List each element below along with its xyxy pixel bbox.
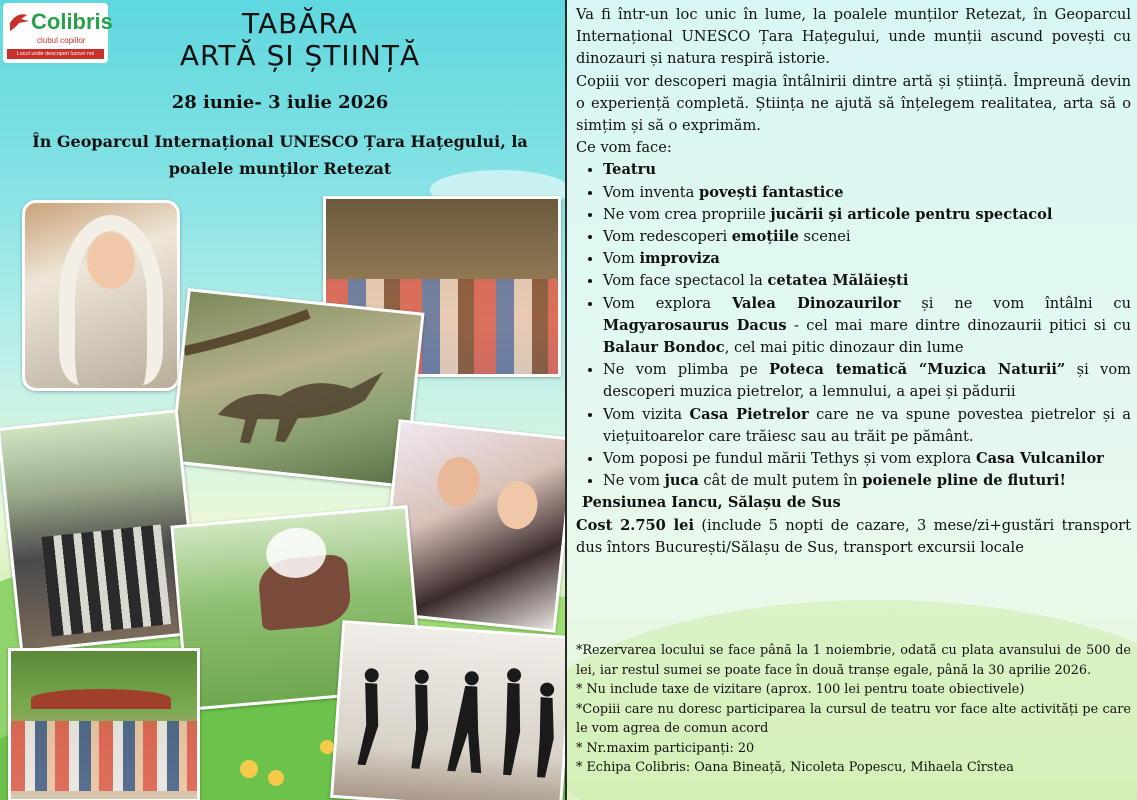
cost-label: Cost 2.750 lei [576, 516, 694, 534]
activity-highlight: jucării și articole pentru spectacol [770, 205, 1053, 223]
logo-name: Colibris [31, 9, 113, 34]
camp-dates: 28 iunie- 3 iulie 2026 [171, 92, 389, 113]
right-text-panel [567, 0, 1137, 800]
activity-highlight: povești fantastice [699, 183, 844, 201]
activity-highlight: cetatea Mălăiești [767, 272, 909, 290]
note-reservation: *Rezervarea locului se face până la 1 noiembrie, odată cu plata avansului de 500 de lei, iar restul sumei se poate face în două tranșe egale, până la 30 aprilie 2026. [576, 643, 1131, 678]
flower-1 [240, 760, 258, 778]
activity-text: Ne vom [603, 472, 665, 490]
dinosaur-illustration [173, 291, 421, 484]
logo-subtitle: clubul copiilor [37, 36, 86, 45]
flower-3 [320, 740, 334, 754]
accommodation-name: Pensiunea Iancu, Sălașu de Sus [582, 494, 841, 512]
title-line-1: TABĂRA [242, 7, 358, 40]
activity-highlight: Casa Vulcanilor [976, 450, 1104, 468]
group-people [11, 721, 197, 791]
activity-text: care ne va spune povestea pietrelor și a viețuitoarelor care trăiesc sau au trăit pe pământ. [603, 405, 1131, 445]
girl-face-3 [495, 479, 540, 531]
activity-highlight: Casa Pietrelor [689, 405, 809, 423]
photo-dancers [330, 620, 565, 800]
logo-tagline: Locul unde descoperi lucruri noi [7, 49, 104, 59]
activity-highlight: poienele pline de fluturi! [862, 472, 1066, 490]
activity-text: și ne vom întâlni cu [900, 294, 1131, 312]
activity-highlight: Poteca tematică “Muzica Naturii” [769, 361, 1066, 379]
note-activities: *Copiii care nu doresc participarea la cursul de teatru vor face alte activități pe care le vom agrea de comun acord [576, 701, 1131, 736]
intro-paragraph-1: Va fi într-un loc unic în lume, la poalele munților Retezat, în Geoparcul Internațional UNESCO Țara Hațegului, unde munții ascund povești cu dinozauri și natura respiră istorie. [576, 6, 1131, 68]
list-item [603, 359, 1131, 403]
activity-text: Vom inventa [603, 183, 700, 201]
activity-highlight: Valea Dinozaurilor [732, 294, 901, 312]
list-item [603, 226, 1131, 248]
list-item [603, 248, 1131, 270]
title-line-2: ARTĂ ȘI ȘTIINȚĂ [179, 39, 421, 72]
intro-paragraph-3: Ce vom face: [576, 139, 672, 157]
activity-highlight: Teatru [603, 161, 656, 179]
activity-text: Vom explora [603, 294, 733, 312]
intro-paragraph-2: Copiii vor descoperi magia întâlnirii dintre artă și știință. Împreună devin o experiență completă. Știința ne ajută să înțelegem realitatea, arta să o simțim și să o exprimăm. [576, 72, 1131, 135]
cost-line [576, 515, 1131, 559]
activity-highlight: Balaur Bondoc [603, 339, 725, 357]
note-fees: * Nu include taxe de vizitare (aprox. 100 lei pentru toate obiectivele) [576, 682, 1025, 697]
dancer-silhouettes [333, 623, 565, 800]
activity-text: Vom vizita [603, 405, 690, 423]
accommodation-line [576, 492, 1131, 514]
activity-text: Vom [603, 250, 640, 268]
camp-location: În Geoparcul Internațional UNESCO Țara Hațegului, la poalele munților Retezat [32, 132, 528, 178]
activity-text: Vom poposi pe fundul mării Tethys și vom explora [603, 450, 977, 468]
activity-text: , cel mai pitic dinozaur din lume [724, 339, 964, 357]
list-item [603, 159, 1131, 181]
hummingbird-icon [7, 9, 31, 33]
activity-highlight: Magyarosaurus Dacus [603, 316, 787, 334]
activity-text: cât de mult putem în [698, 472, 863, 490]
left-poster-panel [0, 0, 565, 800]
list-item [603, 470, 1131, 492]
activity-text: și vom descoperi muzica pietrelor, a lemnului, a apei și pădurii [603, 361, 1131, 401]
activity-text: Vom face spectacol la [603, 272, 768, 290]
note-team: * Echipa Colibris: Oana Bineață, Nicoleta Popescu, Mihaela Cîrstea [576, 760, 1014, 775]
poster-title [150, 8, 450, 72]
list-item [603, 404, 1131, 448]
activity-highlight: juca [664, 472, 699, 490]
activity-text: Vom redescoperi [603, 228, 732, 246]
photo-dinosaur [169, 288, 424, 488]
house-roof [31, 689, 171, 709]
photo-girl-costume [22, 200, 180, 391]
notes-section [576, 641, 1131, 778]
activity-highlight: improviza [639, 250, 720, 268]
note-max-participants: * Nr.maxim participanți: 20 [576, 740, 755, 756]
flower-2 [268, 770, 284, 786]
list-item [603, 293, 1131, 360]
list-item [603, 448, 1131, 470]
activity-text: Ne vom plimba pe [603, 361, 770, 379]
activities-list [576, 159, 1131, 492]
colibris-logo [3, 3, 113, 63]
activity-text: - cel mai mare dintre dinozaurii pitici si cu [786, 316, 1131, 334]
activity-highlight: emoțiile [731, 228, 799, 246]
list-item [603, 204, 1131, 226]
girl-face-2 [435, 455, 482, 509]
photo-group [8, 648, 200, 800]
activity-text: Ne vom crea propriile [603, 205, 771, 223]
list-item [603, 270, 1131, 292]
craft-table [41, 525, 171, 637]
description-text [576, 4, 1131, 559]
cost-details: (include 5 nopti de cazare, 3 mese/zi+gustări transport dus întors București/Sălașu de Sus, transport excursii locale [576, 516, 1131, 556]
list-item [603, 182, 1131, 204]
white-hood [59, 215, 163, 385]
activity-text: scenei [798, 228, 851, 246]
